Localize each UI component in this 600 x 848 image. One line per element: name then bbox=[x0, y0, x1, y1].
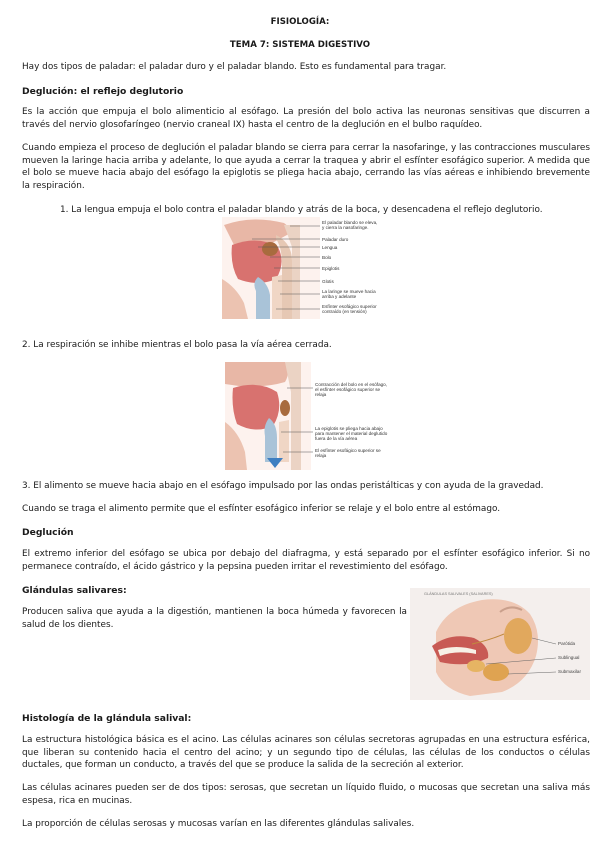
anatomy-illustration-2 bbox=[225, 362, 405, 470]
step-2-text: 2. La respiración se inhibe mientras el bolo pasa la vía aérea cerrada. bbox=[22, 340, 332, 350]
label-laringe-2: arriba y adelante bbox=[322, 294, 357, 299]
paragraph-esofago-diafragma: El extremo inferior del esófago se ubica por debajo del diafragma, y está separado por el esfínter esofágico inferior. Si no permanece contraído, el ácido gástrico y la pepsina pueden irritar el revestimiento del esófago. bbox=[22, 549, 590, 572]
label-esfinter-relaja: El esfínter esofágico superior se bbox=[315, 448, 381, 453]
section-heading-deglucion: Deglución bbox=[22, 527, 74, 538]
label-contraccion-bolo: Contracción del bolo en el esófago, bbox=[315, 382, 388, 387]
step-1-text: 1. La lengua empuja el bolo contra el paladar blando y atrás de la boca, y desencadena el reflejo deglutorio. bbox=[60, 205, 543, 215]
paragraph-saliva-function: Producen saliva que ayuda a la digestión, mantienen la boca húmeda y favorecen la salud de los dientes. bbox=[22, 607, 407, 630]
anatomy-illustration-1 bbox=[222, 217, 402, 319]
label-laringe: La laringe se mueve hacia bbox=[322, 289, 376, 294]
figure-deglutition-step-2 bbox=[225, 362, 405, 470]
section-heading-histologia: Histología de la glándula salival: bbox=[22, 713, 192, 724]
label-submaxilar: Submaxilar bbox=[558, 669, 581, 674]
label-contraccion-bolo-2: el esfínter esofágico superior se bbox=[315, 387, 381, 392]
label-esfinter-relaja-2: relaja bbox=[315, 453, 327, 458]
label-parotida: Parótida bbox=[558, 641, 576, 646]
section-heading-glandulas-salivares: Glándulas salivares: bbox=[22, 585, 127, 596]
label-lengua: Lengua bbox=[322, 245, 338, 250]
label-glotis: Glotis bbox=[322, 279, 334, 284]
figure-salivary-glands bbox=[410, 588, 590, 700]
figure-salivary-title: GLÁNDULAS SALIVALES (SALIVARES) bbox=[424, 592, 493, 596]
label-epiglotis-pliega-2: para mantener el material deglutido bbox=[315, 431, 388, 436]
label-epiglotis: Epiglotis bbox=[322, 266, 340, 271]
figure-deglutition-step-1 bbox=[222, 217, 402, 319]
label-contraccion-bolo-3: relaja bbox=[315, 392, 327, 397]
document-subtitle: TEMA 7: SISTEMA DIGESTIVO bbox=[229, 40, 371, 50]
label-epiglotis-pliega: La epiglotis se pliega hacia abajo bbox=[315, 426, 383, 431]
intro-paragraph: Hay dos tipos de paladar: el paladar duro y el paladar blando. Esto es fundamental para tragar. bbox=[22, 62, 447, 72]
label-sublingual: Sublingual bbox=[558, 655, 580, 660]
salivary-glands-illustration bbox=[410, 588, 590, 700]
paragraph-deglucion-definition: Es la acción que empuja el bolo alimenticio al esófago. La presión del bolo activa las neuronas sensitivas que discurren a través del nervio glosofaríngeo (nervio craneal IX) hasta el centro de la deglución en el bulbo raquídeo. bbox=[22, 107, 590, 130]
label-epiglotis-pliega-3: fuera de la vía aérea bbox=[315, 436, 358, 441]
section-heading-deglucion-reflejo: Deglución: el reflejo deglutorio bbox=[22, 86, 184, 97]
label-paladar-duro: Paladar duro bbox=[322, 237, 349, 242]
paragraph-acinar-types: Las células acinares pueden ser de dos tipos: serosas, que secretan un líquido fluido, o mucosas que secretan una saliva más espesa, rica en mucinas. bbox=[22, 783, 590, 806]
paragraph-proportion: La proporción de células serosas y mucosas varían en las diferentes glándulas salivales. bbox=[22, 819, 415, 829]
document-title: FISIOLOGÍA: bbox=[270, 17, 330, 27]
paragraph-deglucion-process: Cuando empieza el proceso de deglución el paladar blando se cierra para cerrar la nasofaringe, y las contracciones musculares mueven la laringe hacia arriba y adelante, lo que ayuda a cerrar la traquea y abrir el esfínter esofágico superior. A medida que el bolo se mueve hacia abajo del esófago la epiglotis se pliega hacia abajo, cerrando las vías aéreas e inhibiendo brevemente la respiración. bbox=[22, 143, 590, 191]
paragraph-acino-structure: La estructura histológica básica es el acino. Las células acinares son células secretoras agrupadas en una estructura esférica, que liberan su contenido hacia el centro del acino; y un segundo tipo de células, las células de los conductos o células ductales, que forman un conducto, a través del que se produce la salida de la secreción al exterior. bbox=[22, 735, 590, 771]
label-paladar-blando-2: y cierra la nasofaringe. bbox=[322, 225, 369, 230]
label-esfinter-2: contraído (en tensión) bbox=[322, 309, 367, 314]
paragraph-esfinter-inferior: Cuando se traga el alimento permite que el esfínter esofágico inferior se relaje y el bolo entre al estómago. bbox=[22, 504, 501, 514]
step-3-text: 3. El alimento se mueve hacia abajo en el esófago impulsado por las ondas peristálticas y con ayuda de la gravedad. bbox=[22, 481, 544, 491]
label-esfinter: Esfínter esofágico superior bbox=[322, 304, 377, 309]
label-bolo: Bolo bbox=[322, 255, 332, 260]
label-paladar-blando: El paladar blando se eleva, bbox=[322, 220, 378, 225]
